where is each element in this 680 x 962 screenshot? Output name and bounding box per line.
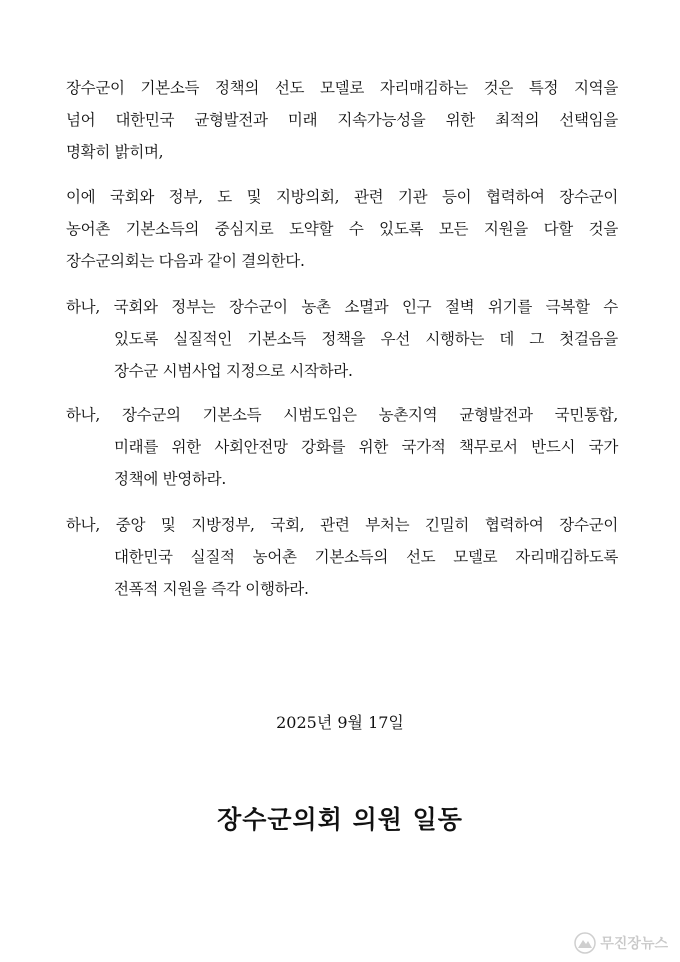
resolution-text: 중앙 및 지방정부, 국회, 관련 부처는 긴밀히 협력하여 장수군이 <box>115 516 618 534</box>
text-line: 전폭적 지원을 즉각 이행하라. <box>114 580 309 598</box>
intro-paragraph-1 <box>66 72 618 168</box>
text-line: 장수군의회는 다음과 같이 결의한다. <box>66 252 305 270</box>
text-line: 명확히 밝히며, <box>66 143 164 161</box>
text-line <box>66 291 618 323</box>
text-line: 농어촌 기본소득의 중심지로 도약할 수 있도록 모든 지원을 다할 것을 <box>66 220 618 238</box>
resolution-item-1 <box>66 291 618 387</box>
text-line: 이에 국회와 정부, 도 및 지방의회, 관련 기관 등이 협력하여 장수군이 <box>66 188 618 206</box>
mountain-logo-icon <box>574 932 596 954</box>
watermark <box>574 932 668 954</box>
text-line: 있도록 실질적인 기본소득 정책을 우선 시행하는 데 그 첫걸음을 <box>114 330 618 348</box>
resolution-prefix: 하나, <box>66 516 100 534</box>
text-line: 정책에 반영하라. <box>114 470 226 488</box>
text-line: 미래를 위한 사회안전망 강화를 위한 국가적 책무로서 반드시 국가 <box>114 438 618 456</box>
resolution-text: 장수군의 기본소득 시범도입은 농촌지역 균형발전과 국민통합, <box>121 406 618 424</box>
text-line <box>66 399 618 431</box>
resolution-text: 국회와 정부는 장수군이 농촌 소멸과 인구 절벽 위기를 극복할 수 <box>113 298 618 316</box>
resolution-prefix: 하나, <box>66 298 100 316</box>
text-line: 넘어 대한민국 균형발전과 미래 지속가능성을 위한 최적의 선택임을 <box>66 111 618 129</box>
resolution-prefix: 하나, <box>66 406 100 424</box>
text-line <box>66 509 618 541</box>
text-line: 장수군 시범사업 지정으로 시작하라. <box>114 362 353 380</box>
text-line: 대한민국 실질적 농어촌 기본소득의 선도 모델로 자리매김하도록 <box>114 548 618 566</box>
intro-paragraph-2 <box>66 181 618 277</box>
signer-title: 장수군의회 의원 일동 <box>217 805 463 834</box>
watermark-text: 무진장뉴스 <box>600 936 668 952</box>
resolution-date: 2025년 9월 17일 <box>276 713 404 732</box>
resolution-item-2 <box>66 399 618 495</box>
resolution-item-3 <box>66 509 618 605</box>
text-line: 장수군이 기본소득 정책의 선도 모델로 자리매김하는 것은 특정 지역을 <box>66 79 618 97</box>
